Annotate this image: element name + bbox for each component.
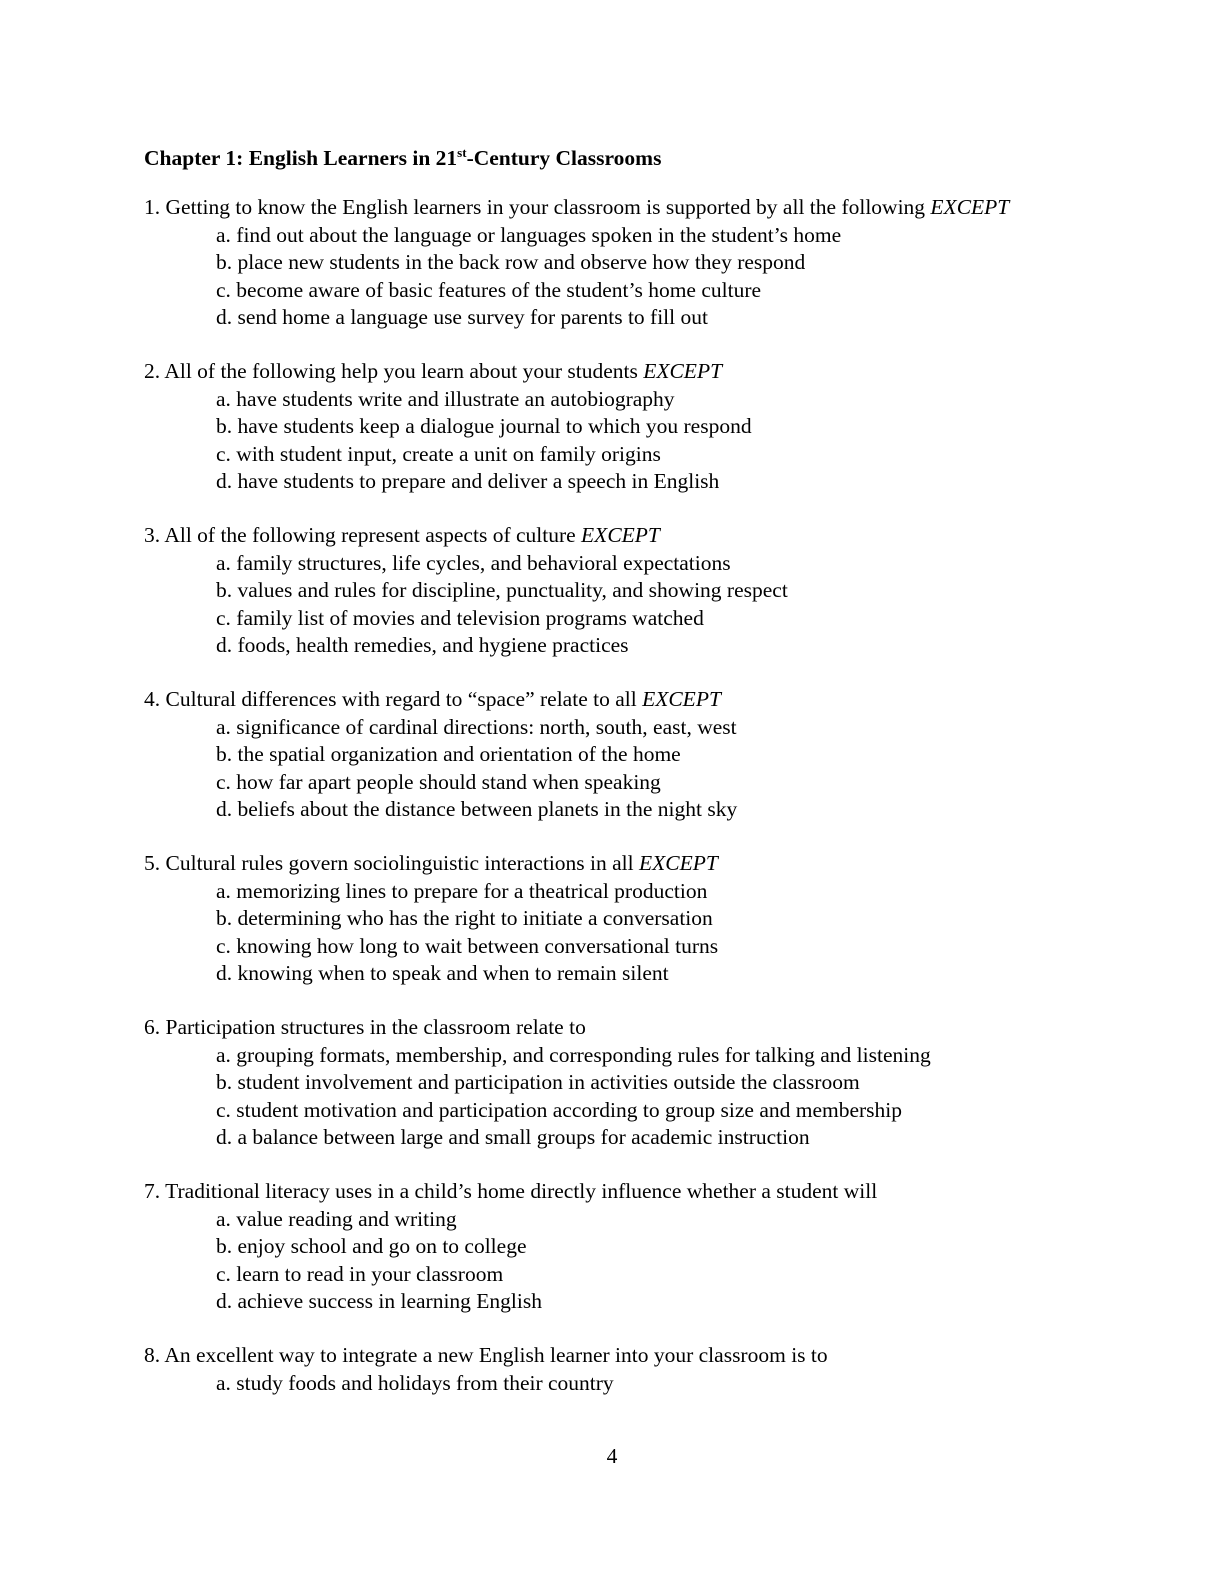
question-stem-text: 5. Cultural rules govern sociolinguistic interactions in all xyxy=(144,851,640,875)
option-b: b. have students keep a dialogue journal to which you respond xyxy=(216,414,752,438)
question-list xyxy=(144,194,1044,1424)
option-c: c. student motivation and participation according to group size and membership xyxy=(216,1097,903,1122)
question-4 xyxy=(144,686,1044,824)
option-a: a. value reading and writing xyxy=(216,1206,457,1231)
question-stem-text: 7. Traditional literacy uses in a child’s home directly influence whether a student will xyxy=(144,1179,878,1203)
option-a: a. family structures, life cycles, and behavioral expectations xyxy=(216,550,731,575)
option-list xyxy=(144,714,1044,824)
question-stem xyxy=(144,850,1024,878)
option-b: b. place new students in the back row and observe how they respond xyxy=(216,250,806,274)
page-number: 4 xyxy=(606,1444,618,1468)
option-d: d. have students to prepare and deliver a speech in English xyxy=(216,469,720,493)
option-list xyxy=(144,878,1044,988)
question-stem-text: 6. Participation structures in the classroom relate to xyxy=(144,1015,586,1039)
question-stem xyxy=(144,522,1024,550)
option-list xyxy=(144,386,1044,496)
option-a: a. significance of cardinal directions: north, south, east, west xyxy=(216,714,737,739)
option-c: c. become aware of basic features of the student’s home culture xyxy=(216,277,762,302)
option-list xyxy=(144,1206,1044,1316)
question-2 xyxy=(144,358,1044,496)
option-d: d. send home a language use survey for parents to fill out xyxy=(216,305,708,329)
question-emphasis: EXCEPT xyxy=(642,687,721,711)
question-emphasis: EXCEPT xyxy=(581,523,660,547)
option-b: b. student involvement and participation in activities outside the classroom xyxy=(216,1070,860,1094)
question-stem xyxy=(144,1178,1024,1206)
option-list xyxy=(144,550,1044,660)
question-stem xyxy=(144,1342,1024,1370)
question-stem xyxy=(144,686,1024,714)
question-stem-text: 1. Getting to know the English learners in your classroom is supported by all the following xyxy=(144,195,931,219)
question-7 xyxy=(144,1178,1044,1316)
option-d: d. beliefs about the distance between planets in the night sky xyxy=(216,797,738,821)
option-a: a. have students write and illustrate an autobiography xyxy=(216,386,675,411)
option-c: c. learn to read in your classroom xyxy=(216,1261,504,1286)
option-c: c. family list of movies and television programs watched xyxy=(216,605,704,630)
chapter-title-suffix: -Century Classrooms xyxy=(466,146,662,170)
question-emphasis: EXCEPT xyxy=(643,359,723,383)
question-stem xyxy=(144,1014,1024,1042)
option-a: a. study foods and holidays from their country xyxy=(216,1370,614,1395)
option-d: d. foods, health remedies, and hygiene practices xyxy=(216,633,629,657)
option-a: a. memorizing lines to prepare for a theatrical production xyxy=(216,878,708,903)
question-emphasis: EXCEPT xyxy=(639,851,718,875)
chapter-title-prefix: Chapter 1: English Learners in 21 xyxy=(144,146,458,170)
question-stem-text: 2. All of the following help you learn about your students xyxy=(144,359,644,383)
chapter-title-superscript: st xyxy=(457,145,467,160)
option-c: c. knowing how long to wait between conversational turns xyxy=(216,933,719,958)
question-stem xyxy=(144,194,1024,222)
option-list xyxy=(144,1042,1044,1152)
question-stem-text: 3. All of the following represent aspects of culture xyxy=(144,523,582,547)
chapter-title xyxy=(144,144,661,172)
question-1 xyxy=(144,194,1044,332)
option-b: b. determining who has the right to initiate a conversation xyxy=(216,906,713,930)
option-a: a. grouping formats, membership, and corresponding rules for talking and listening xyxy=(216,1042,931,1067)
option-b: b. values and rules for discipline, punctuality, and showing respect xyxy=(216,578,788,602)
question-stem xyxy=(144,358,1024,386)
option-list xyxy=(144,1370,1044,1398)
option-a: a. find out about the language or languages spoken in the student’s home xyxy=(216,222,842,247)
option-c: c. with student input, create a unit on family origins xyxy=(216,441,661,466)
option-d: d. knowing when to speak and when to remain silent xyxy=(216,961,669,985)
option-list xyxy=(144,222,1044,332)
option-d: d. a balance between large and small groups for academic instruction xyxy=(216,1125,810,1149)
question-8 xyxy=(144,1342,1044,1397)
question-5 xyxy=(144,850,1044,988)
question-stem-text: 4. Cultural differences with regard to “space” relate to all xyxy=(144,687,643,711)
option-c: c. how far apart people should stand when speaking xyxy=(216,769,661,794)
option-d: d. achieve success in learning English xyxy=(216,1289,542,1313)
option-b: b. enjoy school and go on to college xyxy=(216,1234,527,1258)
question-emphasis: EXCEPT xyxy=(930,195,1010,219)
question-6 xyxy=(144,1014,1044,1152)
question-3 xyxy=(144,522,1044,660)
question-stem-text: 8. An excellent way to integrate a new English learner into your classroom is to xyxy=(144,1343,828,1367)
option-b: b. the spatial organization and orientation of the home xyxy=(216,742,681,766)
